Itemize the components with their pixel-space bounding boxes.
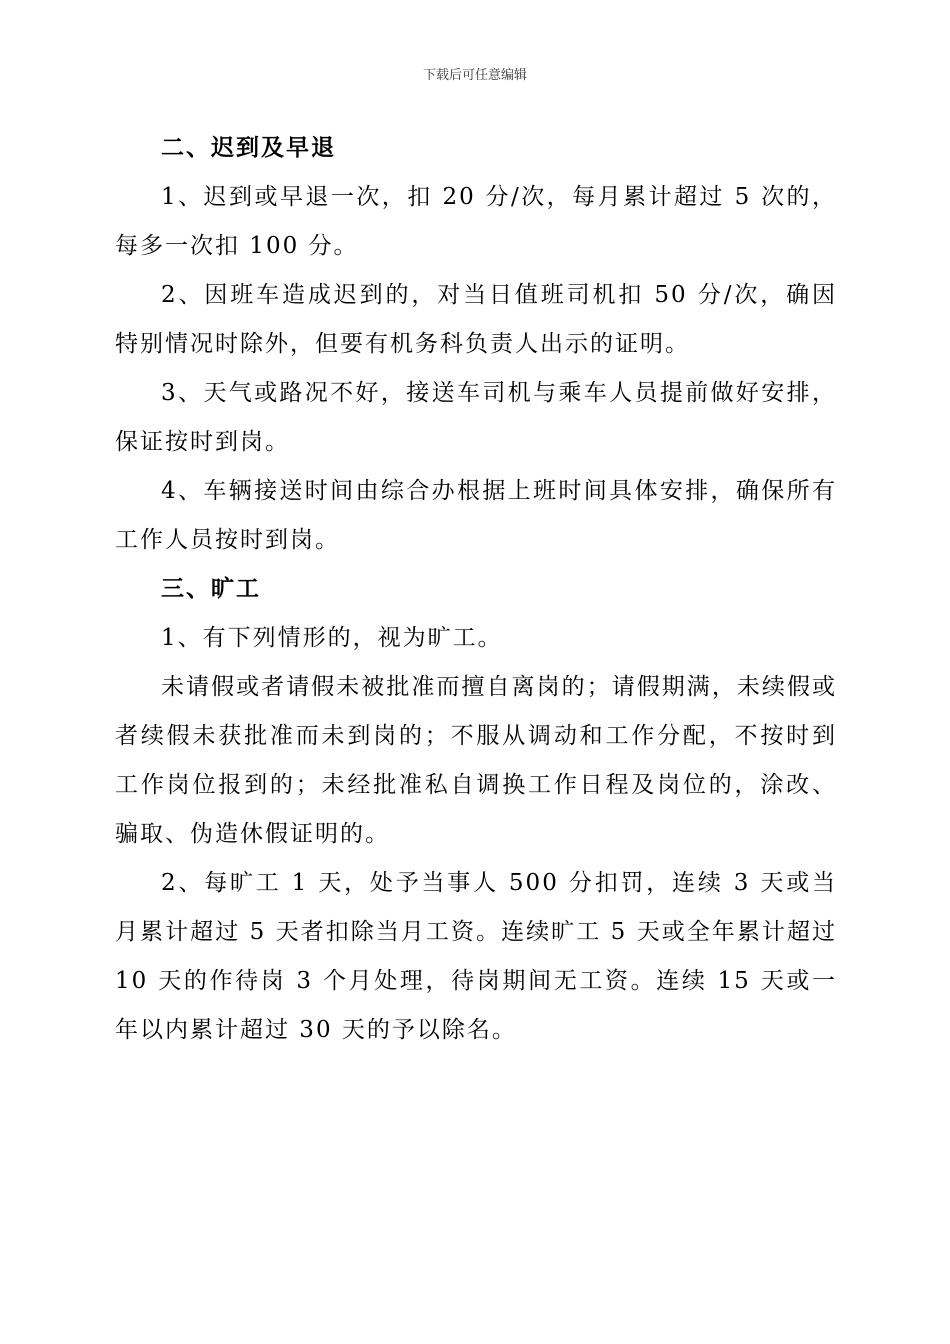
paragraph: 未请假或者请假未被批准而擅自离岗的；请假期满，未续假或者续假未获批准而未到岗的；不服从调动和工作分配，不按时到工作岗位报到的；未经批准私自调换工作日程及岗位的，涂改、骗取、伪造休假证明的。 [115, 674, 837, 847]
paragraph: 1、有下列情形的，视为旷工。 [161, 625, 503, 651]
section-heading-absence: 三、旷工 [161, 576, 261, 602]
page-header: 下载后可任意编辑 [422, 68, 527, 83]
document-body [115, 124, 837, 1055]
paragraph: 3、天气或路况不好，接送车司机与乘车人员提前做好安排，保证按时到岗。 [115, 380, 837, 455]
paragraph: 1、迟到或早退一次，扣 20 分/次，每月累计超过 5 次的，每多一次扣 100 分。 [115, 184, 837, 259]
paragraph: 2、因班车造成迟到的，对当日值班司机扣 50 分/次，确因特别情况时除外，但要有机务科负责人出示的证明。 [115, 282, 837, 357]
section-heading-late-early: 二、迟到及早退 [161, 135, 336, 161]
paragraph: 2、每旷工 1 天，处予当事人 500 分扣罚，连续 3 天或当月累计超过 5 天者扣除当月工资。连续旷工 5 天或全年累计超过 10 天的作待岗 3 个月处理，待岗期间无工资。连续 15 天或一年以内累计超过 30 天的予以除名。 [115, 870, 837, 1043]
paragraph: 4、车辆接送时间由综合办根据上班时间具体安排，确保所有工作人员按时到岗。 [115, 478, 837, 553]
